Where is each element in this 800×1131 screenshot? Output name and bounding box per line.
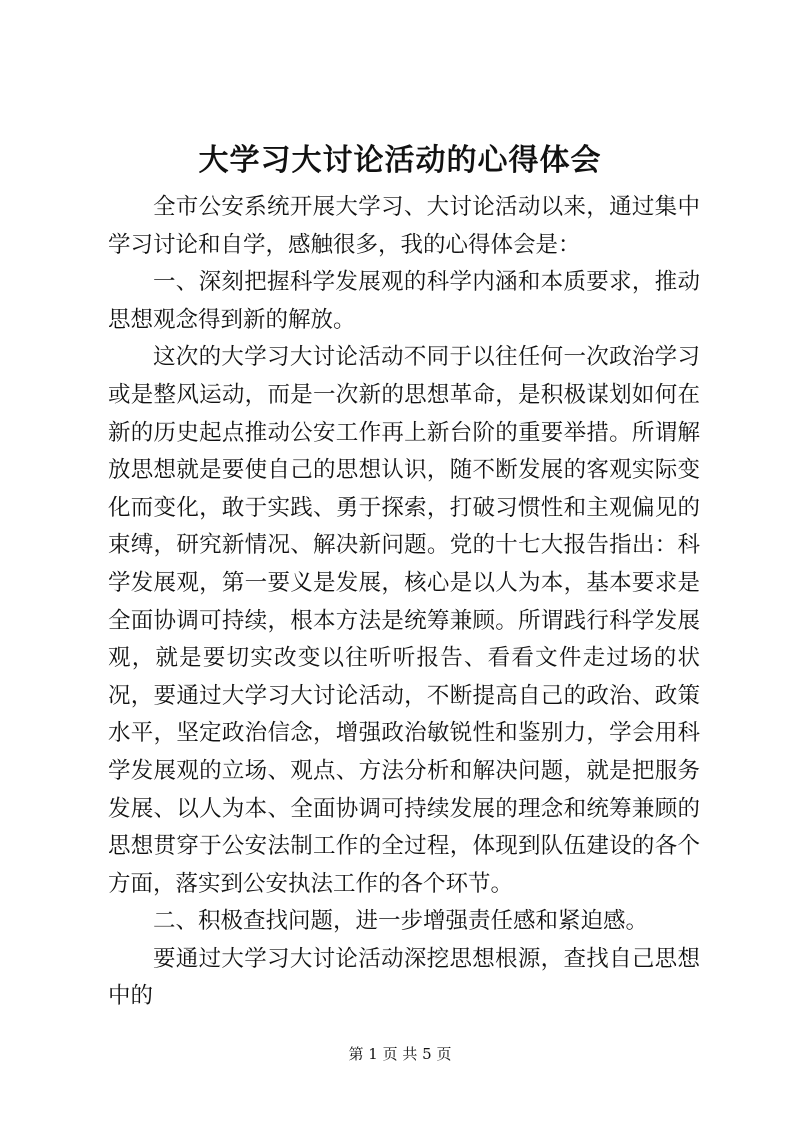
paragraph-heading-2: 二、积极查找问题，进一步增强责任感和紧迫感。	[153, 908, 649, 935]
paragraph-heading-1: 一、深刻把握科学发展观的科学内涵和本质要求，推动思想观念得到新的解放。	[108, 269, 700, 333]
page-number-footer: 第 1 页 共 5 页	[348, 1045, 452, 1063]
document-title: 大学习大讨论活动的心得体会	[198, 143, 602, 178]
paragraph-intro: 全市公安系统开展大学习、大讨论活动以来，通过集中学习讨论和自学，感触很多，我的心得体会是：	[108, 194, 700, 258]
paragraph-body-2: 要通过大学习大讨论活动深挖思想根源，查找自己思想中的	[108, 945, 700, 1010]
document-body	[108, 189, 700, 1016]
paragraph-body-1: 这次的大学习大讨论活动不同于以往任何一次政治学习或是整风运动，而是一次新的思想革命，是积极谋划如何在新的历史起点推动公安工作再上新台阶的重要举措。所谓解放思想就是要使自己的思想认识，随不断发展的客观实际变化而变化，敢于实践、勇于探索，打破习惯性和主观偏见的束缚，研究新情况、解决新问题。党的十七大报告指出：科学发展观，第一要义是发展，核心是以人为本，基本要求是全面协调可持续，根本方法是统筹兼顾。所谓践行科学发展观，就是要切实改变以往听听报告、看看文件走过场的状况，要通过大学习大讨论活动，不断提高自己的政治、政策水平，坚定政治信念，增强政治敏锐性和鉴别力，学会用科学发展观的立场、观点、方法分析和解决问题，就是把服务发展、以人为本、全面协调可持续发展的理念和统筹兼顾的思想贯穿于公安法制工作的全过程，体现到队伍建设的各个方面，落实到公安执法工作的各个环节。	[108, 344, 700, 897]
